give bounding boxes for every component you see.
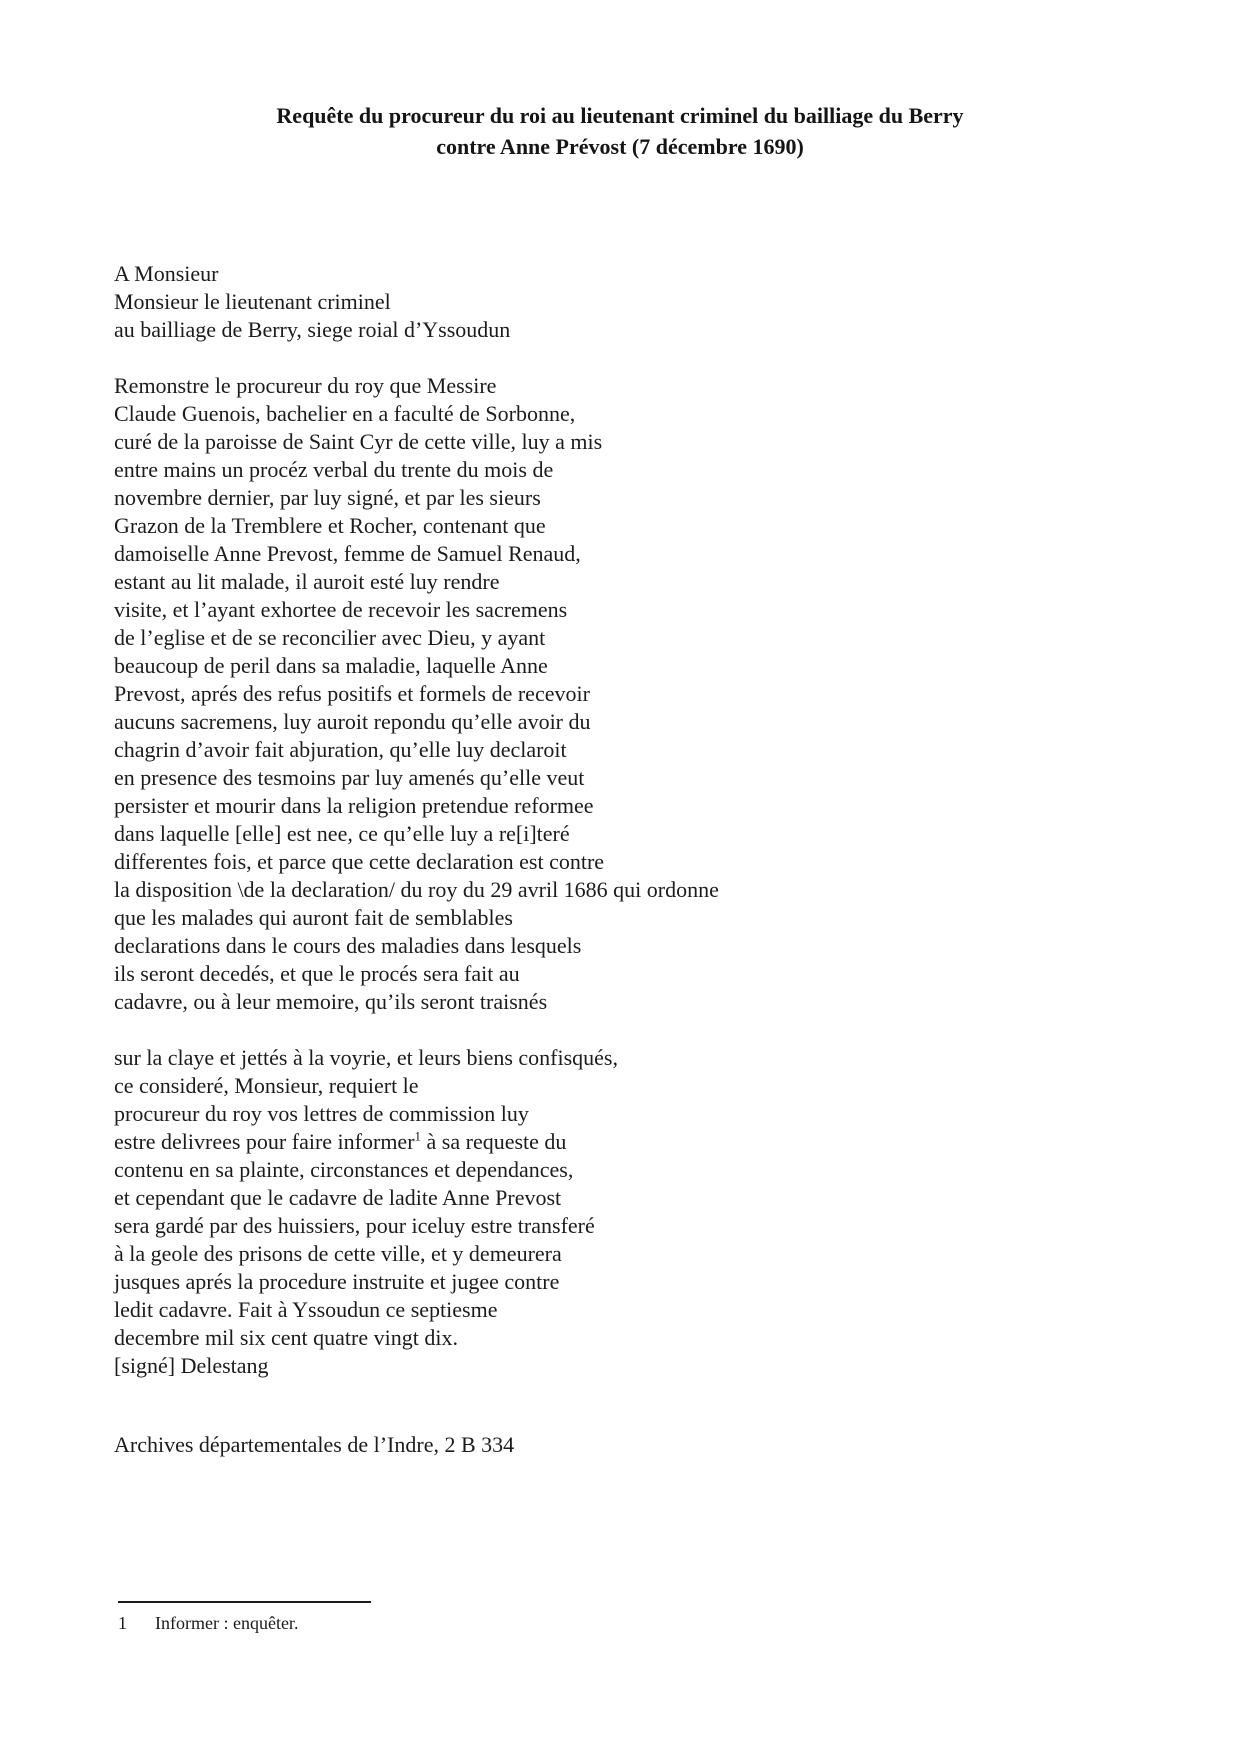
text-line: ce consideré, Monsieur, requiert le — [114, 1073, 419, 1098]
text-line: dans laquelle [elle] est nee, ce qu’elle luy a re[i]teré — [114, 821, 570, 846]
title-line-1: Requête du procureur du roi au lieutenant criminel du bailliage du Berry — [276, 103, 964, 128]
paragraph-1 — [114, 372, 1140, 1016]
paragraph-2 — [114, 1044, 1140, 1380]
text-line: A Monsieur — [114, 261, 219, 286]
text-line: jusques aprés la procedure instruite et jugee contre — [114, 1269, 560, 1294]
text-line: de l’eglise et de se reconcilier avec Dieu, y ayant — [114, 625, 546, 650]
text-line: ils seront decedés, et que le procés sera fait au — [114, 961, 520, 986]
title-line-2: contre Anne Prévost (7 décembre 1690) — [436, 134, 804, 159]
text-line: Claude Guenois, bachelier en a faculté de Sorbonne, — [114, 401, 576, 426]
footnote-reference-superscript: 1 — [414, 1128, 422, 1144]
document-body — [114, 260, 1140, 1459]
footnote-marker: 1 — [118, 1613, 127, 1633]
text-line: visite, et l’ayant exhortee de recevoir les sacremens — [114, 597, 568, 622]
text-line: declarations dans le cours des maladies dans lesquels — [114, 933, 582, 958]
footnote-content: Informer : enquêter. — [155, 1613, 299, 1633]
text-line: Prevost, aprés des refus positifs et formels de recevoir — [114, 681, 590, 706]
text-line: Monsieur le lieutenant criminel — [114, 289, 391, 314]
footnote-text — [114, 1611, 614, 1635]
text-line: estant au lit malade, il auroit esté luy rendre — [114, 569, 500, 594]
archive-reference: Archives départementales de l’Indre, 2 B 334 — [114, 1432, 515, 1457]
text-line: au bailliage de Berry, siege roial d’Yssoudun — [114, 317, 511, 342]
text-line: estre delivrees pour faire informer$^1$ à sa requeste du — [114, 1128, 567, 1154]
text-line: cadavre, ou à leur memoire, qu’ils seront traisnés — [114, 989, 548, 1014]
text-line: contenu en sa plainte, circonstances et dependances, — [114, 1157, 574, 1182]
text-line: Remonstre le procureur du roy que Messire — [114, 373, 497, 398]
text-line: et cependant que le cadavre de ladite Anne Prevost — [114, 1185, 562, 1210]
text-line: à la geole des prisons de cette ville, et y demeurera — [114, 1241, 562, 1266]
text-line: decembre mil six cent quatre vingt dix. — [114, 1325, 458, 1350]
text-line: curé de la paroisse de Saint Cyr de cette ville, luy a mis — [114, 429, 603, 454]
document-title — [0, 0, 1240, 162]
text-line: la disposition \de la declaration/ du roy du 29 avril 1686 qui ordonne — [114, 877, 719, 902]
text-line: damoiselle Anne Prevost, femme de Samuel Renaud, — [114, 541, 581, 566]
text-line: entre mains un procéz verbal du trente du mois de — [114, 457, 554, 482]
text-line: procureur du roy vos lettres de commission luy — [114, 1101, 529, 1126]
footnote — [114, 1601, 614, 1635]
text-line: que les malades qui auront fait de semblables — [114, 905, 513, 930]
text-line: aucuns sacremens, luy auroit repondu qu’elle avoir du — [114, 709, 591, 734]
text-line: differentes fois, et parce que cette declaration est contre — [114, 849, 605, 874]
text-line: novembre dernier, par luy signé, et par les sieurs — [114, 485, 541, 510]
address-block — [114, 260, 1140, 344]
text-line: sur la claye et jettés à la voyrie, et leurs biens confisqués, — [114, 1045, 618, 1070]
text-line: ledit cadavre. Fait à Yssoudun ce septiesme — [114, 1297, 498, 1322]
text-line: persister et mourir dans la religion pretendue reformee — [114, 793, 594, 818]
footnote-separator — [118, 1601, 371, 1603]
text-line: chagrin d’avoir fait abjuration, qu’elle luy declaroit — [114, 737, 567, 762]
text-line: [signé] Delestang — [114, 1353, 269, 1378]
text-line: beaucoup de peril dans sa maladie, laquelle Anne — [114, 653, 548, 678]
text-line: sera gardé par des huissiers, pour iceluy estre transferé — [114, 1213, 595, 1238]
text-line: Grazon de la Tremblere et Rocher, contenant que — [114, 513, 546, 538]
text-line: en presence des tesmoins par luy amenés qu’elle veut — [114, 765, 585, 790]
